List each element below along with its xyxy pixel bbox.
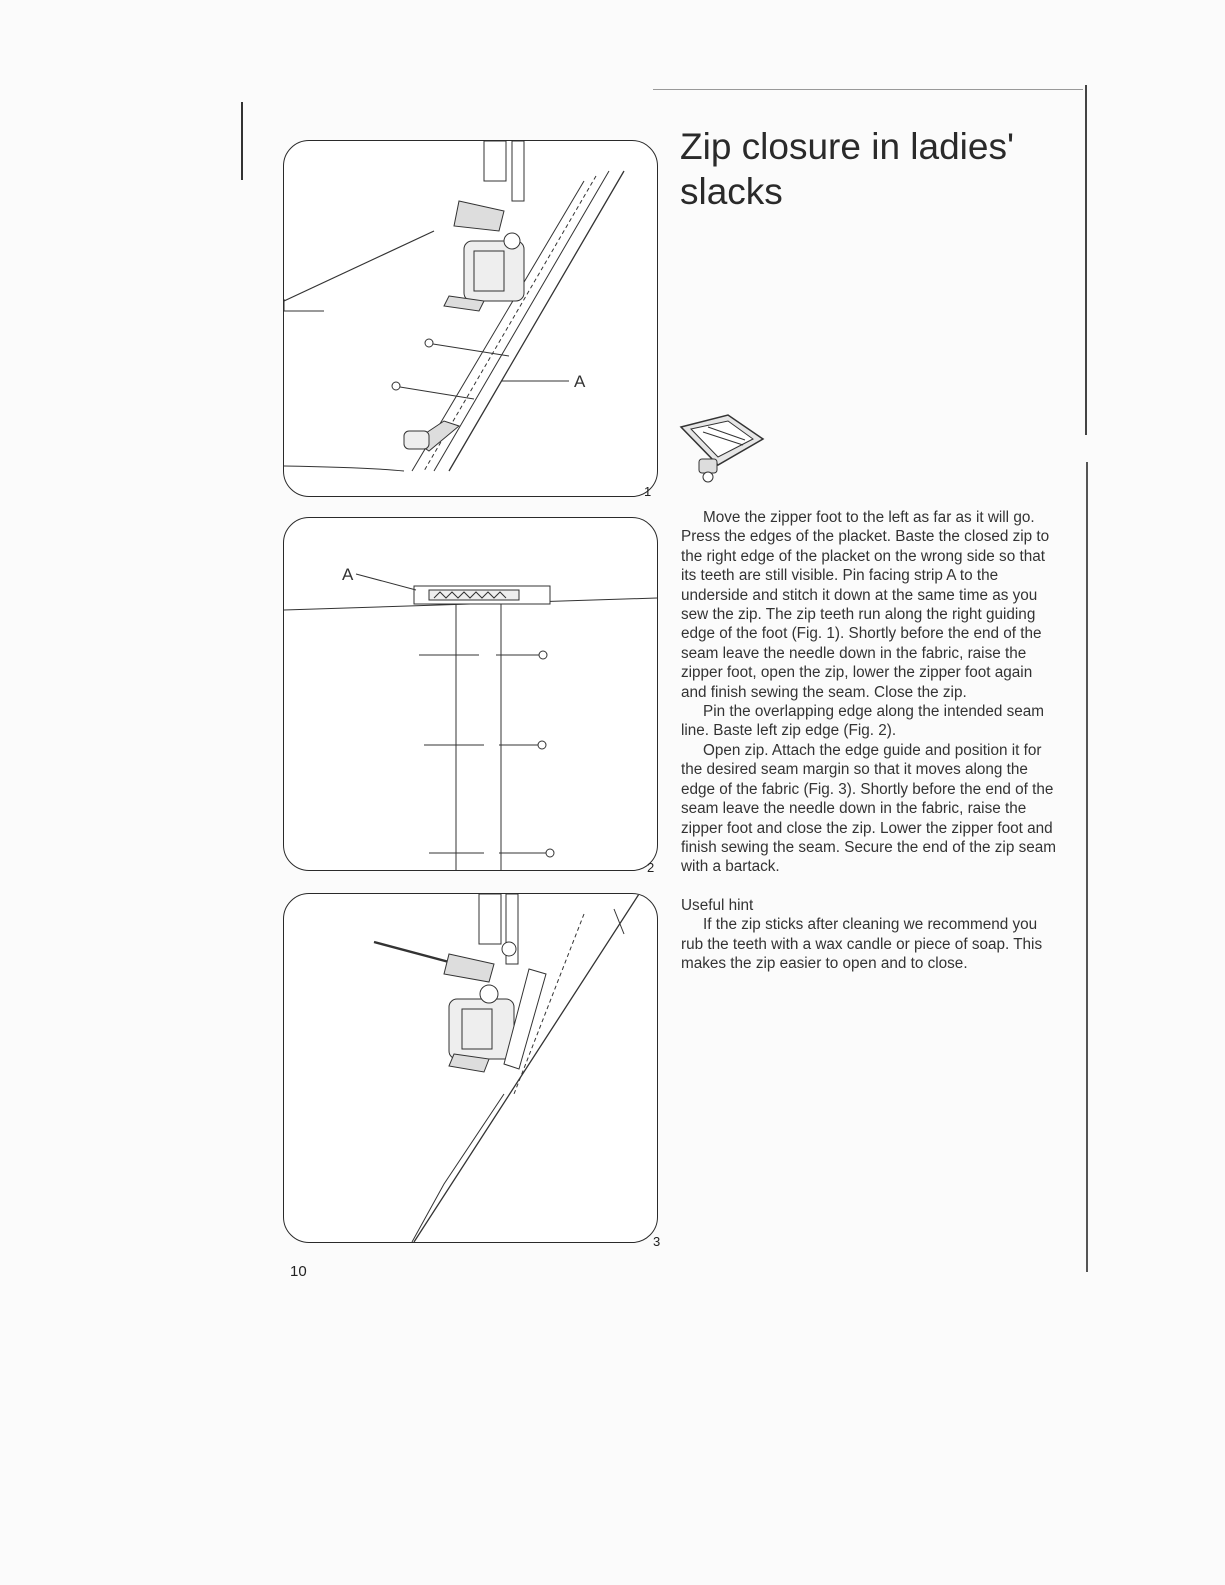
- zipper-foot-icon: [673, 407, 773, 487]
- figure-1-number: 1: [644, 484, 652, 499]
- page-title: Zip closure in ladies' slacks: [680, 126, 1015, 212]
- scan-left-margin-line: [241, 102, 243, 180]
- instructions-text: [681, 508, 1059, 973]
- paragraph-3: Open zip. Attach the edge guide and position it for the desired seam margin so that it moves along the edge of the fabric (Fig. 3). Shortly before the end of the seam leave the needle down in the fabric, raise the zipper foot and close the zip. Lower the zipper foot and finish sewing the seam. Secure the end of the zip seam with a bartack.: [681, 741, 1056, 876]
- paragraph-1: Move the zipper foot to the left as far as it will go. Press the edges of the placket. Baste the closed zip to the right edge of the placket on the wrong side so that its teeth are still visible. Pin facing strip A to the underside and stitch it down at the same time as you sew the zip. The zip teeth run along the right guiding edge of the foot (Fig. 1). Shortly before the end of the seam leave the needle down in the fabric, raise the zipper foot, open the zip, lower the zipper foot again and finish sewing the seam. Close the zip.: [681, 509, 1050, 701]
- figure-3-illustration: [284, 894, 657, 1242]
- figure-1: [283, 140, 658, 497]
- figure-2-label-a: A: [342, 565, 354, 584]
- figure-2-illustration: [284, 518, 657, 870]
- figure-3-number: 3: [653, 1234, 661, 1249]
- figure-1-illustration: [284, 141, 657, 496]
- useful-hint-heading: Useful hint: [681, 896, 754, 914]
- useful-hint-text: If the zip sticks after cleaning we recommend you rub the teeth with a wax candle or piece of soap. This makes the zip easier to open and to close.: [681, 916, 1043, 972]
- figure-3: [283, 893, 658, 1243]
- figure-2-number: 2: [647, 860, 655, 875]
- page-number: 10: [290, 1263, 307, 1280]
- figure-2: [283, 517, 658, 871]
- paragraph-2: Pin the overlapping edge along the intended seam line. Baste left zip edge (Fig. 2).: [681, 703, 1045, 740]
- scan-right-binding-line: [1085, 85, 1087, 435]
- scan-right-binding-line-lower: [1086, 462, 1088, 1272]
- scan-top-line: [653, 89, 1083, 90]
- figure-1-label-a: A: [574, 372, 586, 391]
